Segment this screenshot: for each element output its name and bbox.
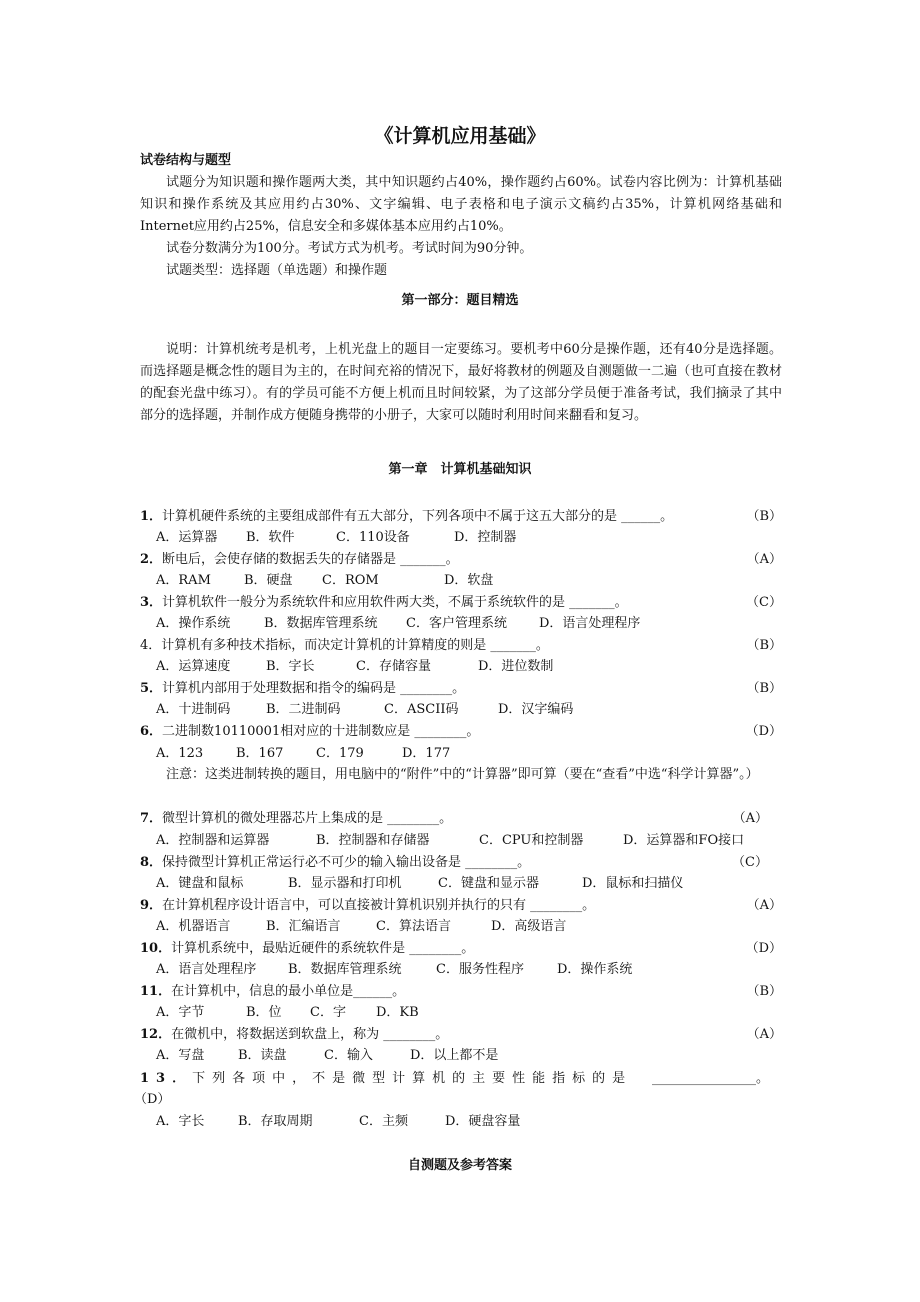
option-a: A．语言处理程序 — [156, 962, 257, 977]
question-number: 12． — [140, 1027, 172, 1042]
question-text: 保持微型计算机正常运行必不可少的输入输出设备是 ________。 — [162, 855, 531, 870]
question-10 — [140, 939, 474, 959]
option-d: D．操作系统 — [557, 962, 633, 977]
option-a: A．十进制码 — [156, 702, 231, 717]
option-a: A．操作系统 — [156, 616, 231, 631]
question-text: 下列各项中，不是微型计算机的主要性能指标的是 — [192, 1071, 633, 1086]
question-5 — [140, 679, 465, 699]
question-3 — [140, 593, 628, 613]
option-b: B．软件 — [246, 530, 295, 545]
option-c: C．字 — [310, 1005, 346, 1020]
options-6 — [156, 744, 450, 764]
answer-11: （B） — [746, 984, 782, 999]
option-b: B．读盘 — [238, 1048, 287, 1063]
options-11 — [156, 1003, 419, 1023]
options-8 — [156, 874, 683, 894]
question-number: 11． — [140, 984, 172, 999]
question-text: 在计算机中，信息的最小单位是______。 — [171, 984, 406, 999]
answer-9: （A） — [746, 898, 782, 913]
question-text: 断电后，会使存储的数据丢失的存储器是 _______。 — [162, 552, 459, 567]
options-13 — [156, 1112, 520, 1132]
answer-12: （A） — [746, 1027, 782, 1042]
answer-6: （D） — [745, 724, 782, 739]
answer-8: （C） — [732, 855, 768, 870]
option-d: D．KB — [376, 1005, 419, 1020]
q6-note-text: 注意：这类进制转换的题目，用电脑中的“附件”中的“计算器”即可算（要在“查看”中选“科学计算器”。） — [166, 767, 759, 782]
option-b: B．位 — [246, 1005, 282, 1020]
option-d: D．以上都不是 — [410, 1048, 499, 1063]
option-c: C．输入 — [324, 1048, 373, 1063]
question-number: 13． — [140, 1071, 193, 1086]
option-a: A．字节 — [156, 1005, 205, 1020]
options-3 — [156, 614, 640, 634]
option-b: B．二进制码 — [266, 702, 341, 717]
note-paragraph — [140, 339, 782, 427]
question-number: 5． — [140, 681, 163, 696]
question-12 — [140, 1025, 448, 1045]
option-a: A．控制器和运算器 — [156, 833, 270, 848]
option-c: C．存储容量 — [356, 659, 431, 674]
question-text: 二进制数10110001相对应的十进制数应是 ________。 — [162, 724, 480, 739]
option-b: B．字长 — [266, 659, 315, 674]
option-b: B．显示器和打印机 — [288, 876, 402, 891]
option-c: C．主频 — [359, 1114, 408, 1129]
question-text: 在微机中，将数据送到软盘上，称为 ________。 — [171, 1027, 449, 1042]
intro-paragraph-2: 试卷分数满分为100分。考试方式为机考。考试时间为90分钟。 — [166, 241, 533, 256]
question-1 — [140, 507, 673, 527]
question-text: 计算机软件一般分为系统软件和应用软件两大类，不属于系统软件的是 _______。 — [162, 595, 628, 610]
question-9 — [140, 896, 595, 916]
options-5 — [156, 700, 573, 720]
question-number: 2． — [140, 552, 163, 567]
option-a: A．字长 — [156, 1114, 205, 1129]
answer-13: （D） — [134, 1092, 171, 1107]
option-b: B．存取周期 — [238, 1114, 313, 1129]
options-12 — [156, 1046, 498, 1066]
answer-1: （B） — [746, 509, 782, 524]
question-text: 计算机系统中，最贴近硬件的系统软件是 ________。 — [171, 941, 475, 956]
self-test-heading: 自测题及参考答案 — [407, 1158, 512, 1173]
question-number: 6． — [140, 724, 163, 739]
option-a: A．RAM — [156, 573, 211, 588]
question-8 — [140, 853, 530, 873]
option-d: D．运算器和FO接口 — [623, 833, 745, 848]
answer-2: （A） — [746, 552, 782, 567]
option-d: D．控制器 — [454, 530, 517, 545]
note-text: 说明：计算机统考是机考，上机光盘上的题目一定要练习。要机考中60分是操作题，还有40分是选择题。而选择题是概念性的题目为主的，在时间充裕的情况下，最好将教材的例题及自测题做一二遍（也可直接在教材的配套光盘中练习）。有的学员可能不方便上机而且时间较紧，为了这部分学员便于准备考试，我们摘录了其中部分的选择题，并制作成方便随身携带的小册子，大家可以随时利用时间来翻看和复习。 — [140, 342, 782, 423]
option-c: C．服务性程序 — [436, 962, 524, 977]
option-a: A．键盘和鼠标 — [156, 876, 244, 891]
question-text: 微型计算机的微处理器芯片上集成的是 ________。 — [162, 811, 453, 826]
option-d: D．177 — [402, 746, 451, 761]
option-b: B．数据库管理系统 — [264, 616, 378, 631]
option-a: A．123 — [156, 746, 204, 761]
question-13-blank: ________________。 — [652, 1071, 770, 1086]
question-2 — [140, 550, 459, 570]
option-d: D．鼠标和扫描仪 — [582, 876, 684, 891]
question-text: 计算机硬件系统的主要组成部件有五大部分，下列各项中不属于这五大部分的是 ______。 — [162, 509, 674, 524]
option-c: C．179 — [316, 746, 364, 761]
question-number: 8． — [140, 855, 163, 870]
option-d: D．高级语言 — [491, 919, 567, 934]
option-c: C．CPU和控制器 — [479, 833, 584, 848]
option-c: C．算法语言 — [376, 919, 451, 934]
options-4 — [156, 657, 553, 677]
q6-note — [140, 764, 782, 786]
question-4 — [140, 636, 549, 656]
question-number: 10． — [140, 941, 172, 956]
option-b: B．167 — [236, 746, 284, 761]
question-text: 在计算机程序设计语言中，可以直接被计算机识别并执行的只有 ________。 — [162, 898, 596, 913]
exam-structure-heading: 试卷结构与题型 — [140, 153, 232, 168]
option-c: C．客户管理系统 — [406, 616, 507, 631]
question-11 — [140, 982, 405, 1002]
option-b: B．控制器和存储器 — [316, 833, 430, 848]
option-a: A．运算速度 — [156, 659, 231, 674]
intro-paragraph-1: 试题分为知识题和操作题两大类，其中知识题约占40%，操作题约占60%。试卷内容比例为：计算机基础知识和操作系统及其应用约占30%、文字编辑、电子表格和电子演示文稿约占35%，计算机网络基础和Internet应用约占25%，信息安全和多媒体基本应用约占10%。 — [140, 175, 782, 234]
option-d: D．硬盘容量 — [445, 1114, 521, 1129]
options-10 — [156, 960, 632, 980]
question-number: 4． — [140, 638, 162, 653]
answer-5: （B） — [746, 681, 782, 696]
question-7 — [140, 809, 452, 829]
question-number: 1． — [140, 509, 163, 524]
answer-4: （B） — [746, 638, 782, 653]
intro-paragraph-3: 试题类型：选择题（单选题）和操作题 — [166, 263, 388, 278]
option-c: C．ROM — [322, 573, 379, 588]
option-d: D．进位数制 — [478, 659, 554, 674]
options-9 — [156, 917, 566, 937]
options-1 — [156, 528, 516, 548]
option-d: D．汉字编码 — [498, 702, 574, 717]
question-number: 9． — [140, 898, 163, 913]
option-a: A．运算器 — [156, 530, 218, 545]
option-b: B．硬盘 — [244, 573, 293, 588]
chapter1-heading: 第一章 计算机基础知识 — [388, 462, 532, 477]
option-b: B．汇编语言 — [266, 919, 341, 934]
document-title: 《计算机应用基础》 — [374, 125, 546, 147]
question-text: 计算机内部用于处理数据和指令的编码是 ________。 — [162, 681, 466, 696]
question-number: 3． — [140, 595, 163, 610]
option-b: B．数据库管理系统 — [288, 962, 402, 977]
intro-section — [140, 172, 782, 282]
option-d: D．语言处理程序 — [539, 616, 641, 631]
options-7 — [156, 831, 744, 851]
answer-7: （A） — [732, 811, 768, 826]
answer-10: （D） — [745, 941, 782, 956]
option-c: C．110设备 — [336, 530, 410, 545]
option-c: C．ASCII码 — [384, 702, 459, 717]
answer-3: （C） — [746, 595, 782, 610]
option-d: D．软盘 — [444, 573, 494, 588]
question-number: 7． — [140, 811, 163, 826]
option-c: C．键盘和显示器 — [438, 876, 539, 891]
option-a: A．机器语言 — [156, 919, 231, 934]
option-a: A．写盘 — [156, 1048, 205, 1063]
question-text: 计算机有多种技术指标，而决定计算机的计算精度的则是 _______。 — [161, 638, 549, 653]
question-6 — [140, 722, 479, 742]
part1-heading: 第一部分：题目精选 — [401, 293, 519, 308]
options-2 — [156, 571, 493, 591]
